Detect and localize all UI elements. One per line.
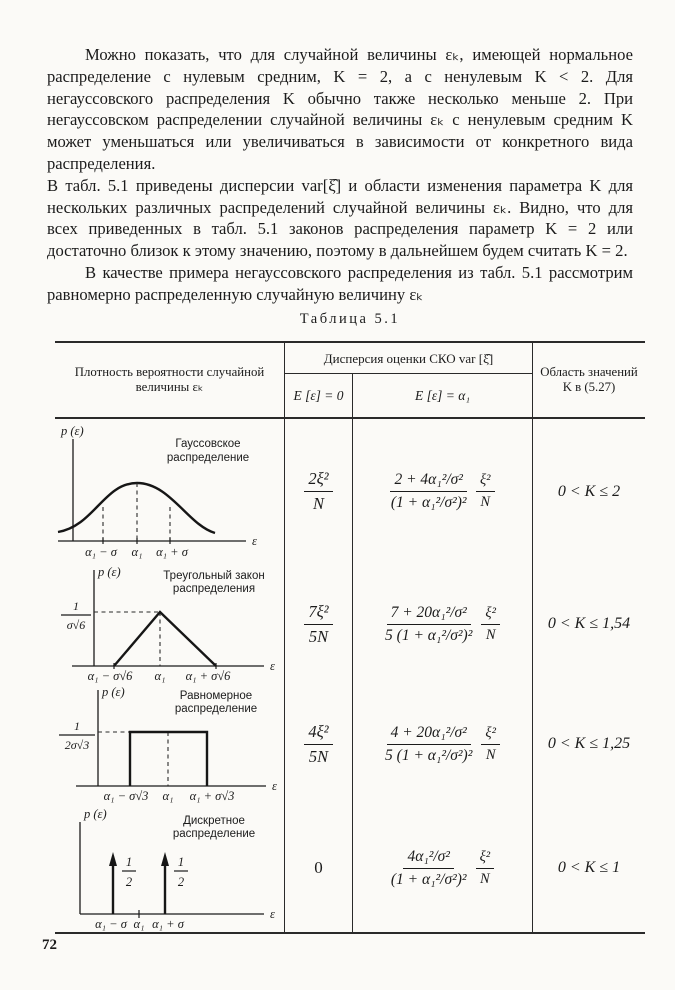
plot-title: Равномерное [179,690,253,702]
fraction-denominator: N [480,494,491,510]
arrowhead-icon [161,852,169,866]
x-axis-label: ε [252,534,257,548]
fraction-numerator: 7ξ² [304,602,332,625]
formula [390,471,494,512]
arrowhead-icon [109,852,117,866]
discrete-plot-cell [55,804,285,932]
fraction-denominator: 5 (1 + α₁²/σ²)² [385,626,473,644]
plot-title: распределение [172,828,256,840]
variance-ea-cell [353,804,533,932]
k-range-cell [533,564,645,684]
fraction [481,725,500,764]
discrete-plot [56,806,284,932]
variance-e0-cell [285,684,353,804]
plot-title: Дискретное [183,815,245,827]
fraction [304,722,332,767]
fraction-denominator: (1 + α₁²/σ²)² [390,870,467,888]
table-header [55,343,645,419]
paragraph-2: В табл. 5.1 приведены дисперсии var[ξ̂] и области изменения параметра K для нескольких различных распределений случайной величины εₖ. Видно, что для всех приведенных в табл. 5.1 законов распределения параметр K = 2 или достаточно близок к этому значению, поэтому в дальнейшем будем считать K = 2. [47,175,633,261]
fraction-denominator: (1 + α₁²/σ²)² [390,494,467,511]
plot-title: Треугольный закон [163,570,265,582]
tick-label: α₁ [154,669,166,683]
tick-label: α₁ + σ√6 [185,669,231,683]
plot-title: распределения [172,583,256,595]
x-axis-label: ε [270,907,275,921]
tick-label: α₁ [162,789,174,803]
tick-label: α₁ + σ [156,545,188,559]
y-value-denominator: 2σ√3 [64,738,90,752]
k-range-cell [533,684,645,804]
header-density: Плотность вероятности случайной величины εₖ [55,343,285,417]
fraction-numerator: ξ² [476,472,495,492]
fraction-numerator: 4ξ² [304,722,332,745]
gaussian-plot-cell [55,419,285,564]
fraction [390,471,466,512]
header-e0: E [ε] = 0 [285,374,353,417]
fraction [391,848,467,889]
y-axis-label: p (ε) [102,686,125,699]
x-axis-label: ε [270,659,275,673]
probability-numerator: 1 [177,855,185,869]
fraction [476,849,495,888]
formula [391,848,494,889]
probability-denominator: 2 [177,875,185,889]
plot-title: распределение [166,452,250,464]
fraction-denominator: N [312,494,324,513]
plot-title: Гауссовское [175,438,241,450]
fraction-numerator: 4α₁²/σ² [403,848,454,869]
tick-label: α₁ + σ√3 [189,789,235,803]
fraction-denominator: N [485,626,496,643]
table-5-1 [55,341,645,934]
k-range-value: 0 < K ≤ 1,25 [547,735,631,752]
variance-ea-cell [353,419,533,564]
fraction [304,469,332,514]
x-axis-label: ε [272,779,277,793]
fraction-denominator: N [480,870,490,887]
k-range-value: 0 < K ≤ 1,54 [547,615,631,632]
tick-label: α₁ − σ [95,917,127,931]
fraction-denominator: 5 (1 + α₁²/σ²)² [385,746,473,764]
plot-title: распределение [174,703,258,715]
y-axis-label: p (ε) [98,566,121,579]
tick-label: α₁ − σ√3 [103,789,149,803]
variance-ea-cell [353,564,533,684]
fraction [385,604,472,645]
fraction-numerator: ξ² [476,849,495,869]
y-axis-label: p (ε) [61,424,84,438]
fraction [304,602,332,647]
variance-ea-cell [353,684,533,804]
fraction-numerator: ξ² [481,605,500,625]
gaussian-plot [56,421,284,563]
body-text [47,44,633,306]
formula [385,724,500,765]
k-range-cell [533,804,645,932]
header-k-range: Область значений K в (5.27) [540,365,638,394]
variance-e0-cell [285,564,353,684]
k-range-value: 0 < K ≤ 2 [557,482,621,500]
fraction [385,724,472,765]
formula [385,604,500,645]
triangle-density [114,612,216,666]
page-number: 72 [42,937,57,953]
uniform-plot [56,686,284,804]
fraction-numerator: 2ξ² [304,469,332,492]
header-variance: Дисперсия оценки СКО var [ξ̂] [285,343,533,374]
triangular-plot [56,566,284,684]
uniform-plot-cell [55,684,285,804]
tick-label: α₁ − σ [85,545,117,559]
fraction-numerator: 2 + 4α₁²/σ² [390,471,466,492]
tick-label: α₁ [133,917,145,931]
k-range-value: 0 < K ≤ 1 [557,859,621,876]
tick-label: α₁ [131,545,143,559]
tick-label: α₁ − σ√6 [87,669,133,683]
fraction-numerator: 4 + 20α₁²/σ² [387,724,471,745]
k-range-cell [533,419,645,564]
table-body [55,419,645,932]
tick-label: α₁ + σ [152,917,184,931]
variance-e0-cell [285,419,353,564]
zero-value: 0 [314,858,323,877]
probability-numerator: 1 [125,855,133,869]
variance-e0-cell [285,804,353,932]
header-ea: E [ε] = α₁ [353,374,533,417]
fraction-numerator: 7 + 20α₁²/σ² [387,604,471,625]
triangular-plot-cell [55,564,285,684]
y-value-numerator: 1 [74,719,80,733]
paragraph-1: Можно показать, что для случайной величины εₖ, имеющей нормальное распределение с нулевым средним, K = 2, а с ненулевым K < 2. Для негауссовского распределения K обычно также несколько меньше 2. При негауссовском распределении случайной величины εₖ с ненулевым средним K может уменьшаться или увеличиваться в зависимости от конкретного вида распределения. [47,45,633,173]
probability-denominator: 2 [125,875,133,889]
paragraph-3: В качестве примера негауссовского распределения из табл. 5.1 рассмотрим равномерно распределенную случайную величину εₖ [47,262,633,304]
fraction-numerator: ξ² [481,725,500,745]
fraction [476,472,495,511]
fraction-denominator: 5N [308,626,329,646]
y-value-numerator: 1 [73,599,79,613]
fraction-denominator: N [485,746,496,763]
table-title: Таблица 5.1 [299,311,401,327]
y-axis-label: p (ε) [84,807,107,821]
fraction-denominator: 5N [308,746,329,766]
fraction [481,605,500,644]
y-value-denominator: σ√6 [66,618,86,632]
